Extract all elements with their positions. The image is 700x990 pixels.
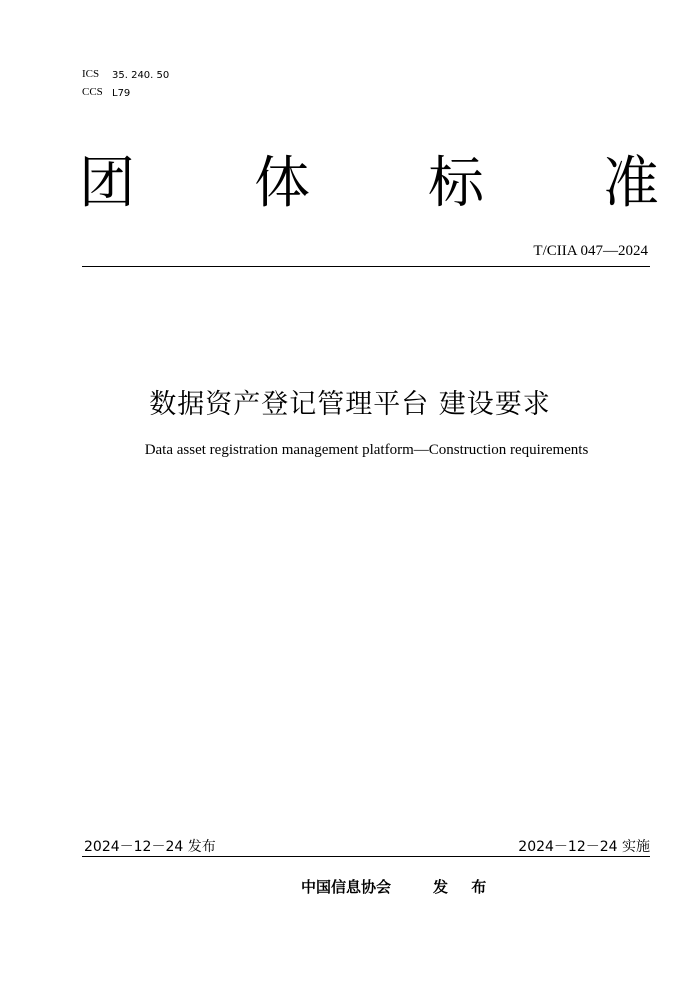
- effective-date: 2024－12－24 实施: [518, 839, 650, 855]
- header-char-4: 准: [603, 151, 659, 216]
- publish-date: 2024－12－24 发布: [84, 839, 216, 855]
- ccs-label: CCS: [82, 86, 103, 98]
- publisher-action: 发 布: [433, 878, 496, 896]
- header-char-2: 体: [254, 151, 310, 216]
- header-char-1: 团: [79, 151, 135, 216]
- title-chinese: 数据资产登记管理平台 建设要求: [149, 389, 551, 420]
- header-char-3: 标: [428, 151, 484, 216]
- standard-number: T/CIIA 047—2024: [533, 243, 648, 259]
- ics-label: ICS: [82, 68, 100, 80]
- top-divider: [82, 266, 650, 267]
- title-english: Data asset registration management platform—Construction requirements: [144, 442, 589, 458]
- bottom-divider: [82, 856, 650, 857]
- ics-code: 35. 240. 50: [112, 70, 170, 81]
- ccs-code: L79: [112, 88, 131, 99]
- publisher-name: 中国信息协会: [301, 878, 392, 896]
